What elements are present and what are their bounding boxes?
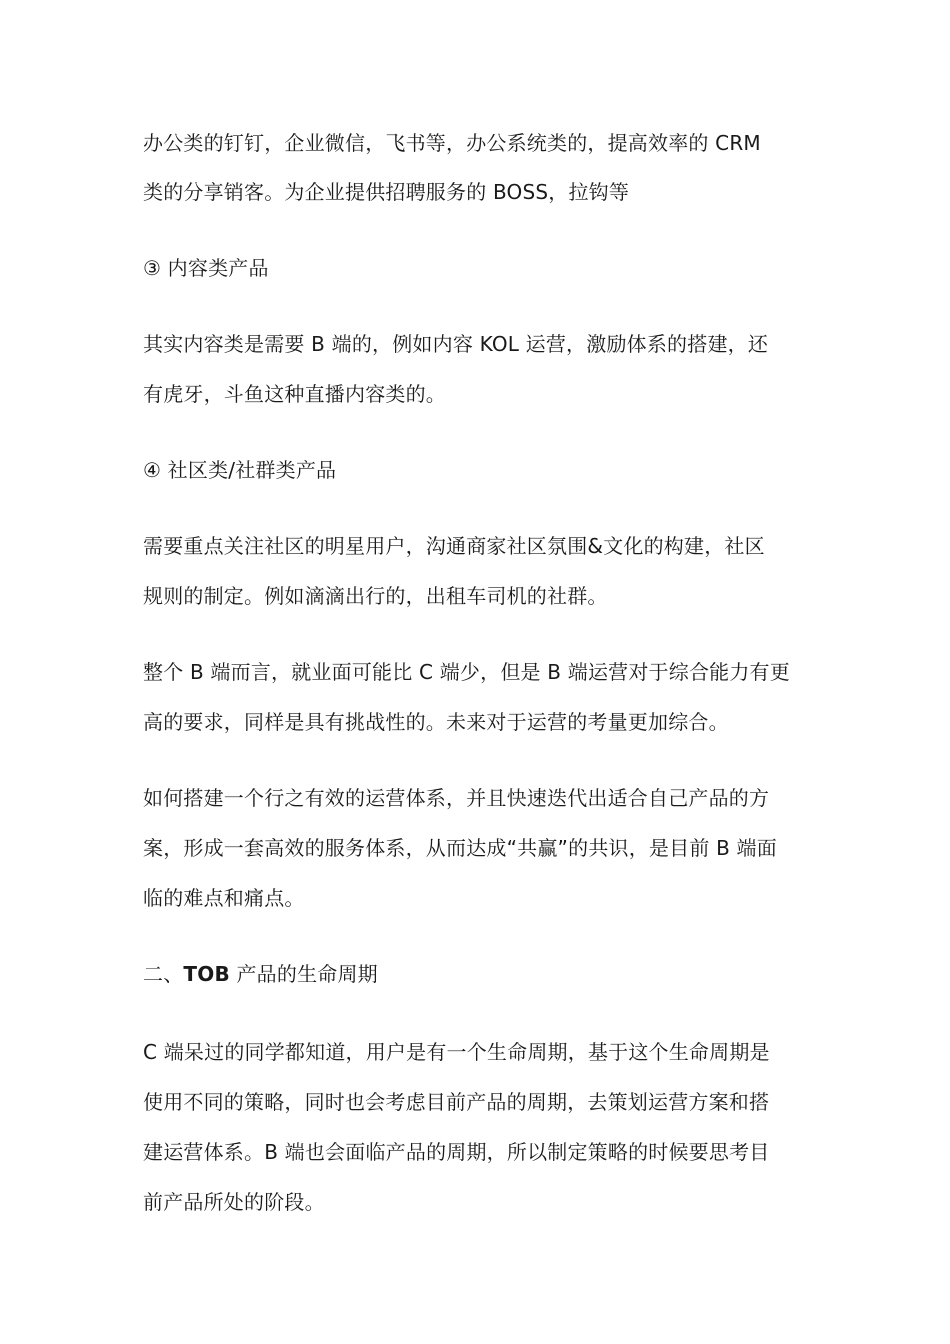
paragraph-b-side-overall-line-1: 整个 B 端而言，就业面可能比 C 端少，但是 B 端运营对于综合能力有更	[143, 660, 790, 684]
heading-content-products: ③ 内容类产品	[143, 256, 269, 280]
paragraph-lifecycle-line-3: 建运营体系。B 端也会面临产品的周期，所以制定策略的时候要思考目	[143, 1140, 770, 1164]
section-heading-bold: TOB	[183, 962, 230, 986]
paragraph-content-products-line-2: 有虎牙，斗鱼这种直播内容类的。	[143, 382, 446, 406]
paragraph-operation-system-line-1: 如何搭建一个行之有效的运营体系，并且快速迭代出适合自己产品的方	[143, 786, 770, 810]
paragraph-content-products-line-1: 其实内容类是需要 B 端的，例如内容 KOL 运营，激励体系的搭建，还	[143, 332, 769, 356]
paragraph-lifecycle-line-4: 前产品所处的阶段。	[143, 1190, 325, 1214]
paragraph-operation-system-line-3: 临的难点和痛点。	[143, 886, 305, 910]
paragraph-office-products-line-2: 类的分享销客。为企业提供招聘服务的 BOSS，拉钩等	[143, 180, 630, 204]
section-heading-prefix: 二、	[143, 962, 184, 986]
heading-community-products: ④ 社区类/社群类产品	[143, 458, 337, 482]
section-heading-suffix: 产品的生命周期	[229, 962, 378, 986]
section-heading-tob-lifecycle	[143, 960, 378, 988]
paragraph-office-products-line-1: 办公类的钉钉，企业微信，飞书等，办公系统类的，提高效率的 CRM	[143, 131, 761, 155]
paragraph-operation-system-line-2: 案，形成一套高效的服务体系，从而达成“共赢”的共识，是目前 B 端面	[143, 836, 777, 860]
paragraph-community-line-1: 需要重点关注社区的明星用户，沟通商家社区氛围&文化的构建，社区	[143, 534, 765, 558]
paragraph-community-line-2: 规则的制定。例如滴滴出行的，出租车司机的社群。	[143, 584, 608, 608]
paragraph-lifecycle-line-2: 使用不同的策略，同时也会考虑目前产品的周期，去策划运营方案和搭	[143, 1090, 770, 1114]
paragraph-lifecycle-line-1: C 端呆过的同学都知道，用户是有一个生命周期，基于这个生命周期是	[143, 1040, 770, 1064]
paragraph-b-side-overall-line-2: 高的要求，同样是具有挑战性的。未来对于运营的考量更加综合。	[143, 710, 729, 734]
